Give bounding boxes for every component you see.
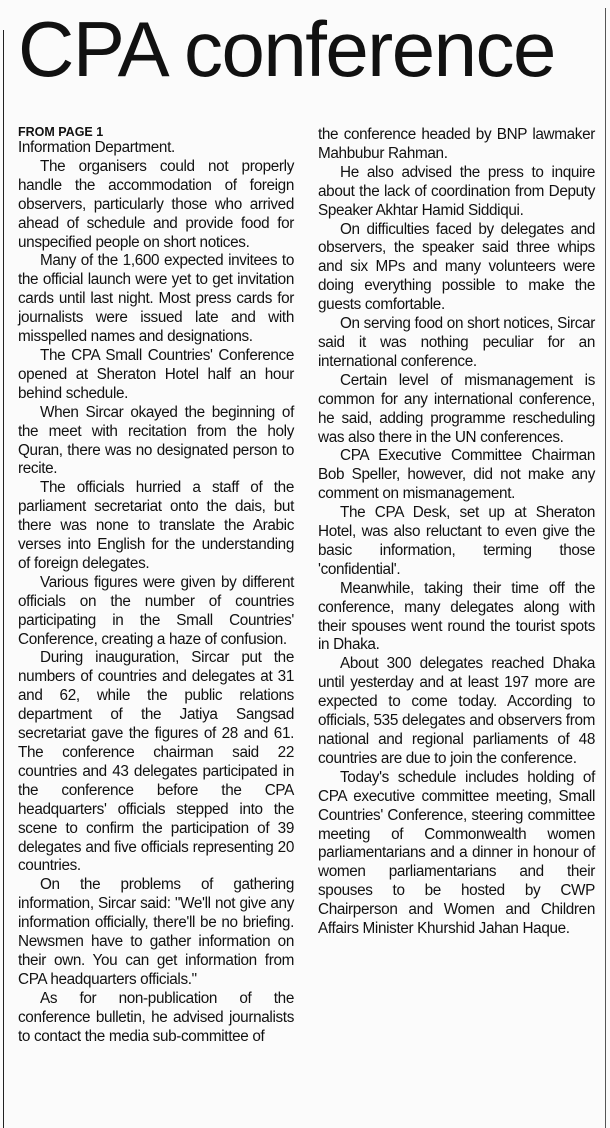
paragraph: On serving food on short notices, Sircar said it was nothing peculiar for an international conference. [318,315,595,370]
paragraph: The organisers could not properly handle the accommodation of foreign observers, particularly those who arrived ahead of schedule and provide food for unspecified people on short notices. [18,157,294,251]
paragraph: Today's schedule includes holding of CPA executive committee meeting, Small Countries' Conference, steering committee meeting of Commonwealth women parliamentarians and a dinner in honour of women parliamentarians and their spouses to be hosted by CWP Chairperson and Women and Children Affairs Minister Khurshid Jahan Haque. [318,768,595,938]
paragraph: the conference headed by BNP lawmaker Mahbubur Rahman. [318,126,595,162]
paragraph: During inauguration, Sircar put the numbers of countries and delegates at 31 and 62, while the public relations department of the Jatiya Sangsad secretariat gave the figures of 28 and 61. The conference chairman said 22 countries and 43 delegates participated in the conference before the CPA headquarters' officials stepped into the scene to confirm the participation of 39 delegates and five officials representing 20 countries. [18,649,294,875]
article-column-right [318,126,595,939]
paragraph: He also advised the press to inquire about the lack of coordination from Deputy Speaker Akhtar Hamid Siddiqui. [318,163,595,219]
paragraph: Information Department. [18,139,175,156]
continuation-kicker: FROM PAGE 1 [18,125,104,139]
paragraph: The officials hurried a staff of the parliament secretariat onto the dais, but there was none to translate the Arabic verses into English for the understanding of foreign delegates. [18,479,294,572]
column-rule-right [605,8,606,1128]
article-column-left [18,126,294,1047]
paragraph: As for non-publication of the conference bulletin, he advised journalists to contact the media sub-committee of [18,989,294,1045]
paragraph: When Sircar okayed the beginning of the meet with recitation from the holy Quran, there was no designated person to recite. [18,403,294,478]
column-rule-left [3,30,4,1128]
paragraph: On the problems of gathering information, Sircar said: "We'll not give any information officially, there'll be no briefing. Newsmen have to gather information on their own. You can get information from CPA headquarters officials." [18,876,294,988]
paragraph: Meanwhile, taking their time off the conference, many delegates along with their spouses went round the tourist spots in Dhaka. [318,579,595,654]
paragraph: About 300 delegates reached Dhaka until yesterday and at least 197 more are expected to come today. According to officials, 535 delegates and observers from national and regional parliaments of 48 countries are due to join the conference. [318,655,595,767]
paragraph: CPA Executive Committee Chairman Bob Speller, however, did not make any comment on mismanagement. [318,447,595,503]
paragraph: The CPA Small Countries' Conference opened at Sheraton Hotel half an hour behind schedule. [18,346,294,402]
paragraph: Many of the 1,600 expected invitees to the official launch were yet to get invitation cards until last night. Most press cards for journalists were issued late and with misspelled names and designations. [18,252,294,346]
paragraph: On difficulties faced by delegates and observers, the speaker said three whips and six MPs and many volunteers were doing everything possible to make the guests comfortable. [318,220,595,314]
paragraph: The CPA Desk, set up at Sheraton Hotel, was also reluctant to even give the basic information, terming those 'confidential'. [318,504,595,578]
headline: CPA conference [18,5,555,93]
paragraph: Certain level of mismanagement is common for any international conference, he said, adding programme rescheduling was also there in the UN conferences. [318,371,595,446]
paragraph: Various figures were given by different officials on the number of countries participating in the Small Countries' Conference, creating a haze of confusion. [18,573,294,648]
